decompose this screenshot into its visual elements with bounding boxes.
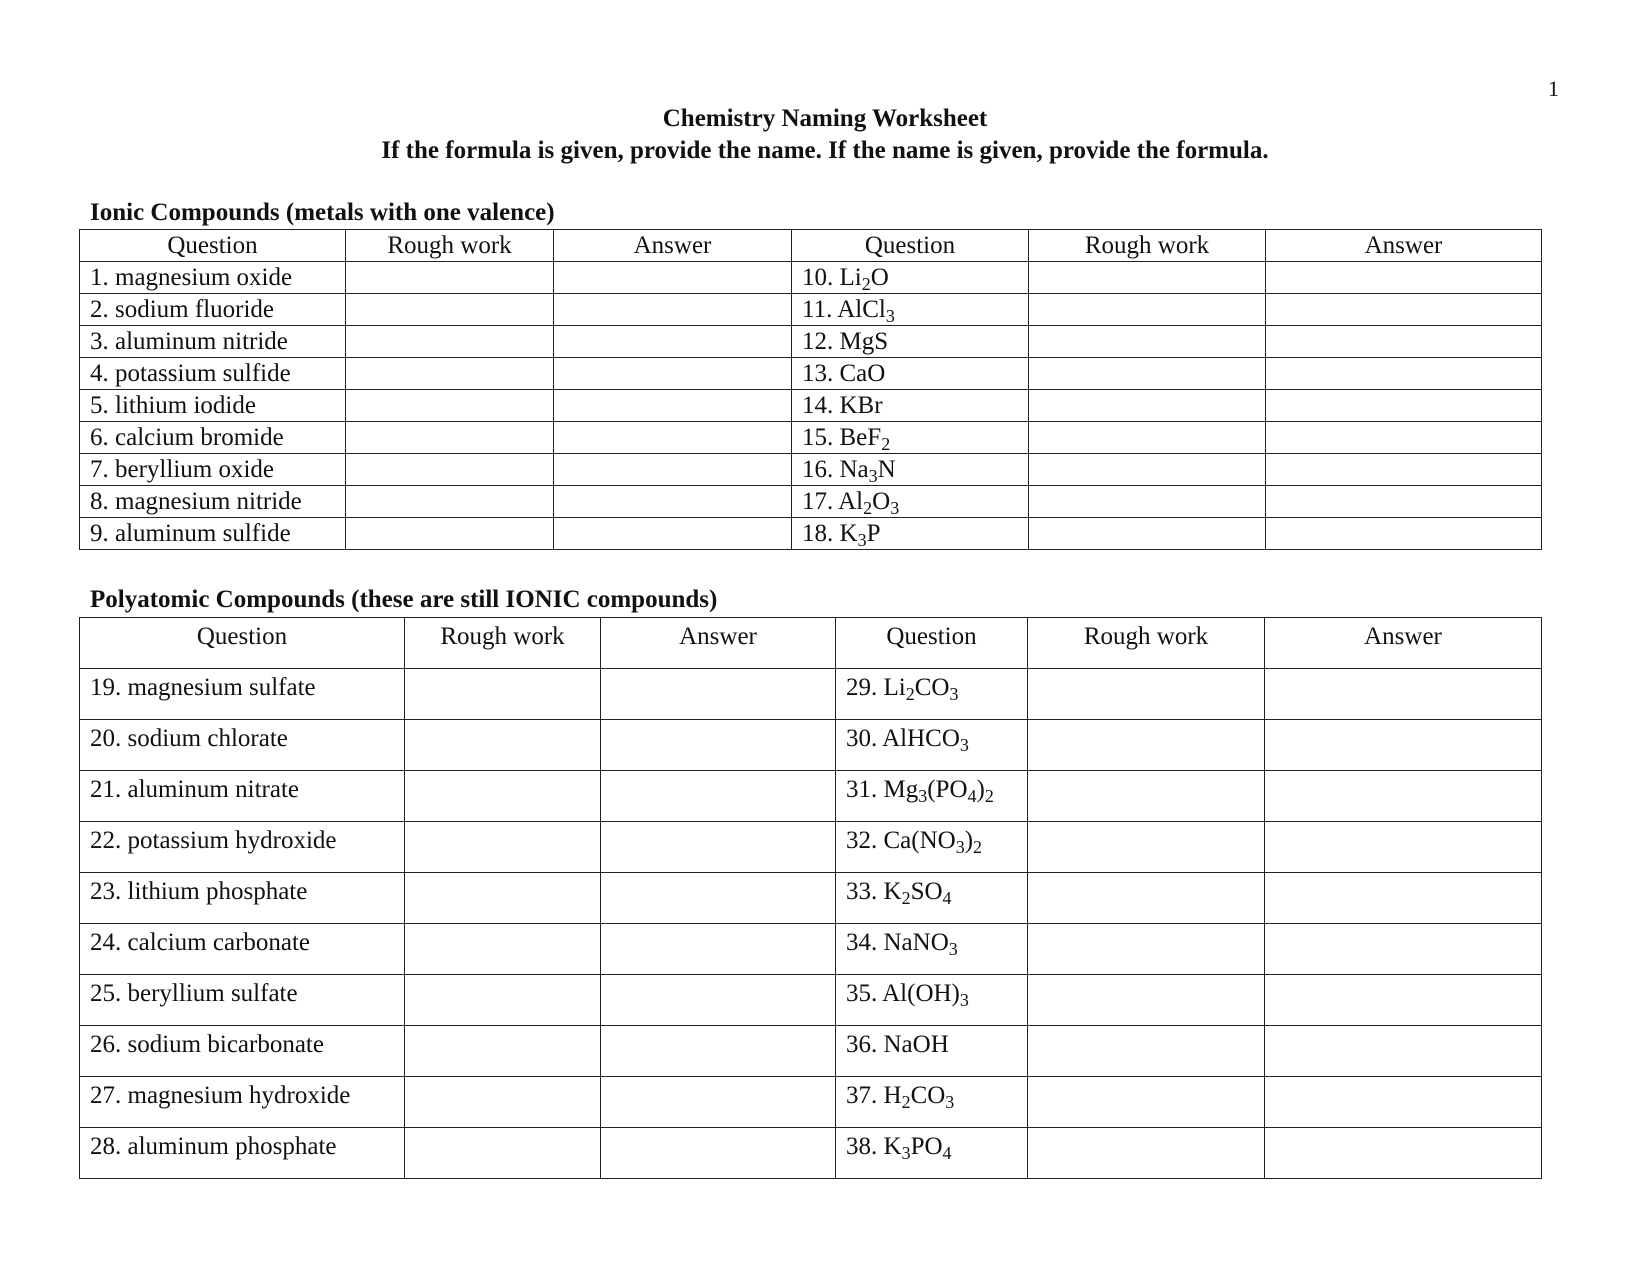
- answer-cell[interactable]: [554, 454, 792, 486]
- rough-work-cell[interactable]: [405, 771, 601, 822]
- page-number: 1: [1548, 76, 1559, 101]
- answer-cell[interactable]: [601, 669, 836, 720]
- rough-work-cell[interactable]: [346, 262, 554, 294]
- rough-work-cell[interactable]: [1029, 518, 1266, 550]
- column-header-answer: Answer: [601, 618, 836, 669]
- column-header-question: Question: [792, 230, 1029, 262]
- answer-cell[interactable]: [601, 924, 836, 975]
- table-row: [80, 873, 1542, 924]
- table-row: [80, 422, 1542, 454]
- answer-cell[interactable]: [554, 358, 792, 390]
- answer-cell[interactable]: [1265, 924, 1542, 975]
- column-header-rough-work: Rough work: [346, 230, 554, 262]
- table-row: [80, 975, 1542, 1026]
- answer-cell[interactable]: [601, 1026, 836, 1077]
- rough-work-cell[interactable]: [1028, 924, 1265, 975]
- rough-work-cell[interactable]: [346, 294, 554, 326]
- rough-work-cell[interactable]: [346, 518, 554, 550]
- column-header-rough-work: Rough work: [1029, 230, 1266, 262]
- ionic-compounds-table: [79, 229, 1542, 550]
- table-row: [80, 518, 1542, 550]
- rough-work-cell[interactable]: [405, 1026, 601, 1077]
- question-cell-formula: 11. AlCl$_3$: [792, 294, 1029, 326]
- table-header-row: [80, 618, 1542, 669]
- answer-cell[interactable]: [1265, 669, 1542, 720]
- question-cell-formula: 29. $Li_2CO_3$: [836, 669, 1028, 720]
- rough-work-cell[interactable]: [1029, 358, 1266, 390]
- polyatomic-compounds-table: [79, 617, 1542, 1179]
- rough-work-cell[interactable]: [405, 924, 601, 975]
- question-cell-formula: 31. $Mg_3(PO_4)_2$: [836, 771, 1028, 822]
- answer-cell[interactable]: [1266, 454, 1542, 486]
- question-cell: 8. magnesium nitride: [80, 486, 346, 518]
- question-cell: 2. sodium fluoride: [80, 294, 346, 326]
- table-row: [80, 262, 1542, 294]
- question-cell: 28. aluminum phosphate: [80, 1128, 405, 1179]
- rough-work-cell[interactable]: [1029, 390, 1266, 422]
- question-cell-formula: 16. $Na_3N$: [792, 454, 1029, 486]
- answer-cell[interactable]: [1266, 294, 1542, 326]
- answer-cell[interactable]: [1265, 771, 1542, 822]
- answer-cell[interactable]: [554, 486, 792, 518]
- answer-cell[interactable]: [601, 975, 836, 1026]
- table-row: [80, 924, 1542, 975]
- rough-work-cell[interactable]: [1028, 1128, 1265, 1179]
- table-header-row: [80, 230, 1542, 262]
- polyatomic-table-body: [80, 669, 1542, 1179]
- answer-cell[interactable]: [554, 518, 792, 550]
- question-cell-formula: 34. NaNO$_3$: [836, 924, 1028, 975]
- rough-work-cell[interactable]: [1029, 262, 1266, 294]
- table-row: [80, 771, 1542, 822]
- rough-work-cell[interactable]: [1029, 422, 1266, 454]
- question-cell: 21. aluminum nitrate: [80, 771, 405, 822]
- answer-cell[interactable]: [1266, 262, 1542, 294]
- answer-cell[interactable]: [554, 262, 792, 294]
- rough-work-cell[interactable]: [346, 326, 554, 358]
- table-row: [80, 486, 1542, 518]
- rough-work-cell[interactable]: [346, 454, 554, 486]
- column-header-question: Question: [80, 618, 405, 669]
- rough-work-cell[interactable]: [1029, 326, 1266, 358]
- answer-cell[interactable]: [1265, 1077, 1542, 1128]
- rough-work-cell[interactable]: [1028, 975, 1265, 1026]
- rough-work-cell[interactable]: [405, 873, 601, 924]
- question-cell: 27. magnesium hydroxide: [80, 1077, 405, 1128]
- table-row: [80, 326, 1542, 358]
- rough-work-cell[interactable]: [1029, 486, 1266, 518]
- answer-cell[interactable]: [601, 822, 836, 873]
- answer-cell[interactable]: [601, 771, 836, 822]
- question-cell-formula: 37. $H_2CO_3$: [836, 1077, 1028, 1128]
- table-row: [80, 358, 1542, 390]
- column-header-rough-work: Rough work: [1028, 618, 1265, 669]
- question-cell-formula: 15. BeF$_2$: [792, 422, 1029, 454]
- column-header-answer: Answer: [1265, 618, 1542, 669]
- rough-work-cell[interactable]: [346, 358, 554, 390]
- section-heading-ionic: Ionic Compounds (metals with one valence): [90, 199, 555, 226]
- rough-work-cell[interactable]: [405, 822, 601, 873]
- answer-cell[interactable]: [1265, 975, 1542, 1026]
- rough-work-cell[interactable]: [405, 1128, 601, 1179]
- question-cell-formula: 13. CaO: [792, 358, 1029, 390]
- question-cell-formula: 33. $K_2SO_4$: [836, 873, 1028, 924]
- column-header-rough-work: Rough work: [405, 618, 601, 669]
- rough-work-cell[interactable]: [1028, 822, 1265, 873]
- question-cell: 26. sodium bicarbonate: [80, 1026, 405, 1077]
- answer-cell[interactable]: [554, 326, 792, 358]
- table-row: [80, 822, 1542, 873]
- table-row: [80, 454, 1542, 486]
- rough-work-cell[interactable]: [405, 720, 601, 771]
- question-cell-formula: 36. NaOH: [836, 1026, 1028, 1077]
- column-header-question: Question: [80, 230, 346, 262]
- column-header-answer: Answer: [554, 230, 792, 262]
- answer-cell[interactable]: [1265, 873, 1542, 924]
- answer-cell[interactable]: [1265, 822, 1542, 873]
- rough-work-cell[interactable]: [1028, 873, 1265, 924]
- column-header-question: Question: [836, 618, 1028, 669]
- table-row: [80, 1077, 1542, 1128]
- rough-work-cell[interactable]: [1028, 669, 1265, 720]
- worksheet-instructions: If the formula is given, provide the name. If the name is given, provide the formula.: [381, 137, 1269, 164]
- answer-cell[interactable]: [1266, 326, 1542, 358]
- answer-cell[interactable]: [1266, 390, 1542, 422]
- question-cell-formula: 17. $Al_2O_3$: [792, 486, 1029, 518]
- question-cell-formula: 32. $Ca(NO_3)_2$: [836, 822, 1028, 873]
- question-cell: 1. magnesium oxide: [80, 262, 346, 294]
- answer-cell[interactable]: [601, 1077, 836, 1128]
- answer-cell[interactable]: [1266, 486, 1542, 518]
- answer-cell[interactable]: [601, 720, 836, 771]
- question-cell: 23. lithium phosphate: [80, 873, 405, 924]
- rough-work-cell[interactable]: [1028, 1077, 1265, 1128]
- question-cell-formula: 35. $Al(OH)_3$: [836, 975, 1028, 1026]
- table-row: [80, 390, 1542, 422]
- question-cell: 19. magnesium sulfate: [80, 669, 405, 720]
- question-cell-formula: 12. MgS: [792, 326, 1029, 358]
- answer-cell[interactable]: [1265, 1026, 1542, 1077]
- table-row: [80, 1128, 1542, 1179]
- rough-work-cell[interactable]: [405, 1077, 601, 1128]
- answer-cell[interactable]: [601, 873, 836, 924]
- answer-cell[interactable]: [1266, 358, 1542, 390]
- section-heading-polyatomic: Polyatomic Compounds (these are still IONIC compounds): [90, 586, 718, 613]
- answer-cell[interactable]: [554, 294, 792, 326]
- answer-cell[interactable]: [1266, 422, 1542, 454]
- question-cell: 24. calcium carbonate: [80, 924, 405, 975]
- question-cell: 3. aluminum nitride: [80, 326, 346, 358]
- worksheet-title: Chemistry Naming Worksheet: [662, 105, 988, 132]
- rough-work-cell[interactable]: [1028, 1026, 1265, 1077]
- rough-work-cell[interactable]: [346, 486, 554, 518]
- question-cell: 25. beryllium sulfate: [80, 975, 405, 1026]
- rough-work-cell[interactable]: [405, 669, 601, 720]
- column-header-answer: Answer: [1266, 230, 1542, 262]
- answer-cell[interactable]: [1266, 518, 1542, 550]
- rough-work-cell[interactable]: [1028, 771, 1265, 822]
- question-cell-formula: 10. $Li_2O$: [792, 262, 1029, 294]
- answer-cell[interactable]: [554, 390, 792, 422]
- table-row: [80, 1026, 1542, 1077]
- rough-work-cell[interactable]: [1029, 454, 1266, 486]
- question-cell: 22. potassium hydroxide: [80, 822, 405, 873]
- table-row: [80, 294, 1542, 326]
- table-row: [80, 720, 1542, 771]
- question-cell-formula: 18. $K_3P$: [792, 518, 1029, 550]
- question-cell-formula: 38. $K_3PO_4$: [836, 1128, 1028, 1179]
- rough-work-cell[interactable]: [1029, 294, 1266, 326]
- question-cell: 5. lithium iodide: [80, 390, 346, 422]
- question-cell: 4. potassium sulfide: [80, 358, 346, 390]
- question-cell: 9. aluminum sulfide: [80, 518, 346, 550]
- answer-cell[interactable]: [554, 422, 792, 454]
- rough-work-cell[interactable]: [1028, 720, 1265, 771]
- question-cell-formula: 14. KBr: [792, 390, 1029, 422]
- answer-cell[interactable]: [1265, 1128, 1542, 1179]
- rough-work-cell[interactable]: [405, 975, 601, 1026]
- answer-cell[interactable]: [1265, 720, 1542, 771]
- answer-cell[interactable]: [601, 1128, 836, 1179]
- rough-work-cell[interactable]: [346, 422, 554, 454]
- question-cell: 20. sodium chlorate: [80, 720, 405, 771]
- question-cell-formula: 30. AlHCO$_3$: [836, 720, 1028, 771]
- table-row: [80, 669, 1542, 720]
- rough-work-cell[interactable]: [346, 390, 554, 422]
- question-cell: 6. calcium bromide: [80, 422, 346, 454]
- question-cell: 7. beryllium oxide: [80, 454, 346, 486]
- ionic-table-body: [80, 262, 1542, 550]
